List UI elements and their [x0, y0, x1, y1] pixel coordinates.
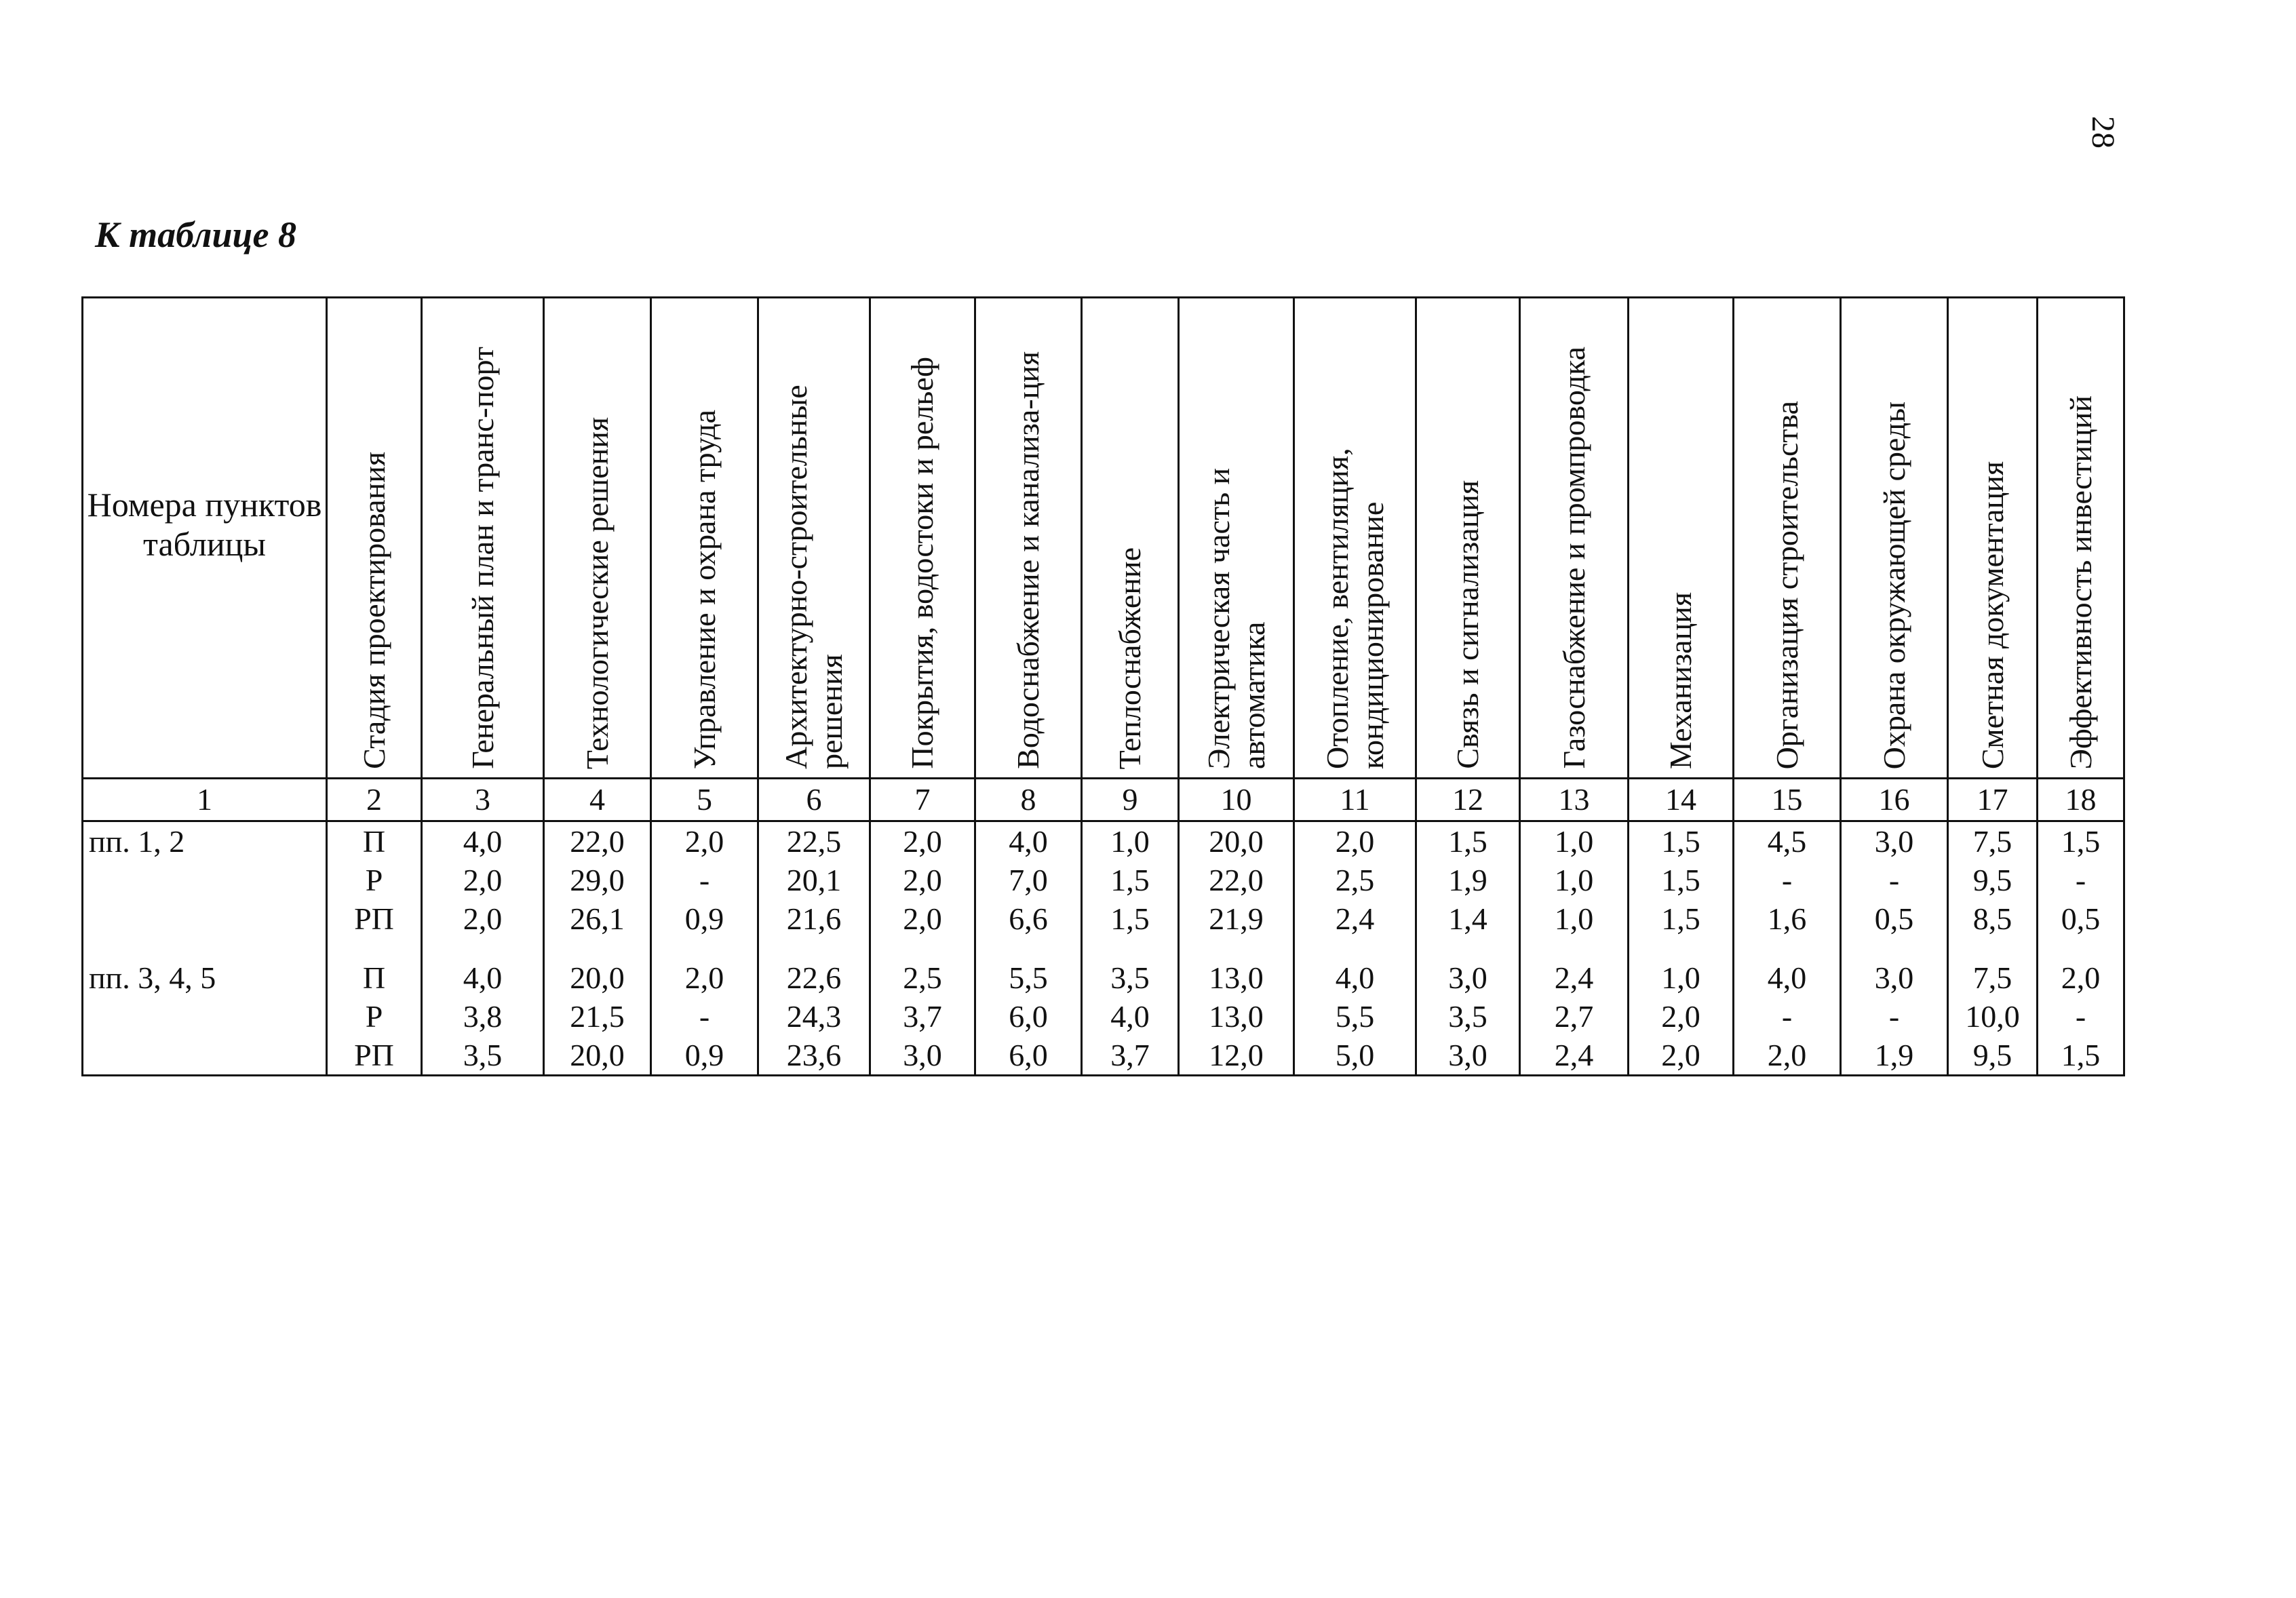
column-number: 13	[1520, 779, 1629, 821]
value-cell: 1,5	[1416, 821, 1520, 861]
data-table	[81, 296, 2125, 1076]
spacer-cell	[422, 938, 544, 958]
header-text-16: Охрана окружающей среды	[1876, 401, 1911, 769]
column-number: 6	[758, 779, 870, 821]
row-group-label	[83, 997, 327, 1036]
value-cell: 2,4	[1520, 958, 1629, 997]
value-cell: 4,5	[1734, 821, 1841, 861]
page-number: 28	[2085, 116, 2121, 149]
header-cell-8	[975, 298, 1082, 779]
row-group-label	[83, 1036, 327, 1076]
value-cell: -	[1841, 861, 1948, 899]
value-cell: 12,0	[1179, 1036, 1294, 1076]
table-row	[83, 1036, 2124, 1076]
value-cell: 9,5	[1948, 861, 2038, 899]
spacer-cell	[870, 938, 975, 958]
header-text-18: Эффективность инвестиций	[2063, 395, 2098, 769]
value-cell: -	[1734, 997, 1841, 1036]
value-cell: 4,0	[422, 821, 544, 861]
value-cell: 20,0	[544, 958, 651, 997]
header-text-9: Теплоснабжение	[1112, 547, 1147, 769]
header-cell-6	[758, 298, 870, 779]
value-cell: 0,5	[1841, 899, 1948, 938]
column-number: 11	[1294, 779, 1416, 821]
value-cell: 3,0	[1841, 958, 1948, 997]
value-cell: 1,5	[2038, 1036, 2124, 1076]
value-cell: 6,6	[975, 899, 1082, 938]
table-row	[83, 899, 2124, 938]
value-cell: 3,0	[1416, 1036, 1520, 1076]
header-cell-12	[1416, 298, 1520, 779]
value-cell: 4,0	[1734, 958, 1841, 997]
value-cell: 0,5	[2038, 899, 2124, 938]
value-cell: 2,0	[870, 861, 975, 899]
value-cell: 2,0	[2038, 958, 2124, 997]
value-cell: 21,6	[758, 899, 870, 938]
value-cell: 5,5	[1294, 997, 1416, 1036]
header-cell-10	[1179, 298, 1294, 779]
value-cell: 2,0	[422, 861, 544, 899]
value-cell: 7,5	[1948, 958, 2038, 997]
header-cell-16	[1841, 298, 1948, 779]
column-number: 8	[975, 779, 1082, 821]
data-body	[83, 821, 2124, 1076]
value-cell: 21,9	[1179, 899, 1294, 938]
value-cell: 1,0	[1629, 958, 1734, 997]
value-cell: 20,0	[544, 1036, 651, 1076]
row-group-label: пп. 1, 2	[83, 821, 327, 861]
value-cell: 22,5	[758, 821, 870, 861]
value-cell: -	[651, 861, 758, 899]
header-text-4: Технологические решения	[579, 416, 615, 769]
spacer-cell	[544, 938, 651, 958]
value-cell: 29,0	[544, 861, 651, 899]
value-cell: 1,5	[1082, 899, 1179, 938]
value-cell: 2,0	[870, 899, 975, 938]
column-number: 1	[83, 779, 327, 821]
column-number: 2	[327, 779, 422, 821]
value-cell: 3,5	[1082, 958, 1179, 997]
value-cell: 22,6	[758, 958, 870, 997]
value-cell: 2,0	[1294, 821, 1416, 861]
value-cell: 6,0	[975, 997, 1082, 1036]
header-text-17: Сметная документация	[1974, 461, 2010, 769]
value-cell: 1,5	[1629, 821, 1734, 861]
header-cell-3	[422, 298, 544, 779]
header-cell-1: Номера пунктов таблицы	[83, 298, 327, 779]
column-number: 3	[422, 779, 544, 821]
spacer-cell	[651, 938, 758, 958]
value-cell: 3,5	[422, 1036, 544, 1076]
column-number: 16	[1841, 779, 1948, 821]
value-cell: 4,0	[422, 958, 544, 997]
value-cell: 1,9	[1416, 861, 1520, 899]
column-number: 4	[544, 779, 651, 821]
table-caption: К таблице 8	[95, 214, 296, 255]
value-cell: 2,0	[1629, 1036, 1734, 1076]
value-cell: 20,0	[1179, 821, 1294, 861]
value-cell: 2,0	[1734, 1036, 1841, 1076]
spacer-cell	[1179, 938, 1294, 958]
spacer-cell	[83, 938, 327, 958]
value-cell: 20,1	[758, 861, 870, 899]
header-text-8: Водоснабжение и канализа-ция	[1011, 351, 1045, 769]
value-cell: 4,0	[1082, 997, 1179, 1036]
header-cell-15	[1734, 298, 1841, 779]
value-cell: 23,6	[758, 1036, 870, 1076]
value-cell: 2,0	[422, 899, 544, 938]
header-text-6: Архитектурно-строительные решения	[779, 385, 849, 769]
value-cell: 3,0	[1841, 821, 1948, 861]
spacer-cell	[1520, 938, 1629, 958]
value-cell: 2,4	[1294, 899, 1416, 938]
spacer-cell	[1948, 938, 2038, 958]
stage-cell: П	[327, 958, 422, 997]
value-cell: 5,5	[975, 958, 1082, 997]
stage-cell: РП	[327, 1036, 422, 1076]
value-cell: 9,5	[1948, 1036, 2038, 1076]
value-cell: 1,0	[1520, 899, 1629, 938]
header-cell-2	[327, 298, 422, 779]
value-cell: 3,7	[1082, 1036, 1179, 1076]
row-group-label	[83, 899, 327, 938]
value-cell: 6,0	[975, 1036, 1082, 1076]
value-cell: 1,5	[2038, 821, 2124, 861]
spacer-cell	[1841, 938, 1948, 958]
group-spacer-row	[83, 938, 2124, 958]
stage-cell: Р	[327, 997, 422, 1036]
value-cell: 1,5	[1082, 861, 1179, 899]
spacer-cell	[2038, 938, 2124, 958]
value-cell: 4,0	[1294, 958, 1416, 997]
header-text-12: Связь и сигнализация	[1450, 480, 1485, 769]
column-number: 10	[1179, 779, 1294, 821]
value-cell: 2,5	[1294, 861, 1416, 899]
value-cell: 2,0	[870, 821, 975, 861]
table-row	[83, 958, 2124, 997]
header-cell-9	[1082, 298, 1179, 779]
spacer-cell	[758, 938, 870, 958]
value-cell: -	[2038, 861, 2124, 899]
header-cell-4	[544, 298, 651, 779]
table-row	[83, 997, 2124, 1036]
column-number: 9	[1082, 779, 1179, 821]
column-number: 18	[2038, 779, 2124, 821]
row-group-label	[83, 861, 327, 899]
header-cell-13	[1520, 298, 1629, 779]
value-cell: 2,0	[651, 821, 758, 861]
header-text-2: Стадия проектирования	[356, 452, 391, 769]
stage-cell: П	[327, 821, 422, 861]
value-cell: 7,5	[1948, 821, 2038, 861]
header-cell-11	[1294, 298, 1416, 779]
header-text-11: Отопление, вентиляция, кондиционирование	[1319, 448, 1390, 769]
spacer-cell	[975, 938, 1082, 958]
stage-cell: Р	[327, 861, 422, 899]
value-cell: 2,4	[1520, 1036, 1629, 1076]
column-number: 17	[1948, 779, 2038, 821]
value-cell: -	[1734, 861, 1841, 899]
header-cell-5	[651, 298, 758, 779]
spacer-cell	[1416, 938, 1520, 958]
header-row	[83, 298, 2124, 779]
value-cell: 1,0	[1520, 821, 1629, 861]
column-number-row	[83, 779, 2124, 821]
header-cell-7	[870, 298, 975, 779]
column-number: 5	[651, 779, 758, 821]
value-cell: 3,7	[870, 997, 975, 1036]
value-cell: 2,7	[1520, 997, 1629, 1036]
header-cell-18	[2038, 298, 2124, 779]
header-cell-17	[1948, 298, 2038, 779]
value-cell: 13,0	[1179, 997, 1294, 1036]
value-cell: 2,5	[870, 958, 975, 997]
value-cell: 3,0	[870, 1036, 975, 1076]
spacer-cell	[1629, 938, 1734, 958]
value-cell: 8,5	[1948, 899, 2038, 938]
header-text-5: Управление и охрана труда	[686, 409, 722, 769]
header-text-10: Электрическая часть и автоматика	[1201, 467, 1271, 769]
column-number: 14	[1629, 779, 1734, 821]
value-cell: 13,0	[1179, 958, 1294, 997]
value-cell: 3,5	[1416, 997, 1520, 1036]
value-cell: 4,0	[975, 821, 1082, 861]
value-cell: 1,9	[1841, 1036, 1948, 1076]
value-cell: 1,5	[1629, 861, 1734, 899]
value-cell: 21,5	[544, 997, 651, 1036]
column-number: 12	[1416, 779, 1520, 821]
value-cell: 1,6	[1734, 899, 1841, 938]
value-cell: 2,0	[651, 958, 758, 997]
value-cell: 24,3	[758, 997, 870, 1036]
value-cell: 1,0	[1520, 861, 1629, 899]
value-cell: 0,9	[651, 1036, 758, 1076]
value-cell: 1,0	[1082, 821, 1179, 861]
value-cell: 7,0	[975, 861, 1082, 899]
spacer-cell	[327, 938, 422, 958]
header-text-3: Генеральный план и транс-порт	[465, 347, 500, 769]
header-text-7: Покрытия, водостоки и рельеф	[905, 357, 939, 769]
value-cell: 3,8	[422, 997, 544, 1036]
value-cell: 2,0	[1629, 997, 1734, 1036]
column-number: 15	[1734, 779, 1841, 821]
value-cell: -	[651, 997, 758, 1036]
spacer-cell	[1294, 938, 1416, 958]
value-cell: 3,0	[1416, 958, 1520, 997]
header-text-13: Газоснабжение и промпроводка	[1556, 347, 1591, 769]
spacer-cell	[1082, 938, 1179, 958]
value-cell: 22,0	[544, 821, 651, 861]
table-row	[83, 821, 2124, 861]
spacer-cell	[1734, 938, 1841, 958]
value-cell: -	[2038, 997, 2124, 1036]
header-cell-14	[1629, 298, 1734, 779]
value-cell: 26,1	[544, 899, 651, 938]
header-text-15: Организация строительства	[1769, 400, 1804, 769]
value-cell: 22,0	[1179, 861, 1294, 899]
value-cell: 0,9	[651, 899, 758, 938]
column-number: 7	[870, 779, 975, 821]
header-text-14: Механизация	[1663, 591, 1698, 769]
table-row	[83, 861, 2124, 899]
value-cell: 5,0	[1294, 1036, 1416, 1076]
value-cell: 1,4	[1416, 899, 1520, 938]
value-cell: -	[1841, 997, 1948, 1036]
value-cell: 1,5	[1629, 899, 1734, 938]
stage-cell: РП	[327, 899, 422, 938]
row-group-label: пп. 3, 4, 5	[83, 958, 327, 997]
value-cell: 10,0	[1948, 997, 2038, 1036]
